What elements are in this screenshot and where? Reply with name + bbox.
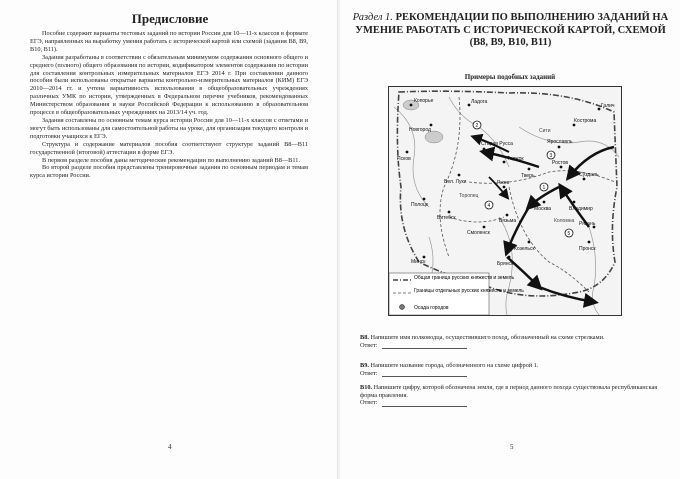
svg-text:Владимир: Владимир [569, 206, 593, 212]
map-svg [389, 87, 621, 315]
answer-line[interactable] [382, 342, 467, 349]
svg-text:Пронск: Пронск [579, 246, 596, 252]
svg-text:Козельск: Козельск [514, 246, 535, 252]
svg-text:Рязань: Рязань [579, 221, 596, 227]
question-text: Напишите имя полководца, осуществившего поход, обозначенный на схеме стрелками. [370, 334, 605, 341]
preface-body [30, 30, 308, 180]
svg-text:Псков: Псков [397, 156, 411, 162]
svg-text:Старая Русса: Старая Русса [481, 141, 513, 147]
svg-text:Копорье: Копорье [414, 98, 434, 104]
svg-text:Смоленск: Смоленск [467, 230, 490, 236]
svg-text:1: 1 [542, 185, 546, 191]
svg-text:Тверь: Тверь [521, 173, 535, 179]
svg-text:Галич: Галич [601, 103, 615, 109]
svg-text:5: 5 [567, 231, 571, 237]
answer-label: Ответ: [360, 399, 378, 407]
svg-text:2: 2 [475, 123, 479, 129]
svg-text:Коломна: Коломна [554, 218, 575, 224]
svg-text:Москва: Москва [534, 206, 552, 212]
svg-text:Кострома: Кострома [574, 118, 597, 124]
answer-label: Ответ: [360, 369, 378, 377]
section-lead: Раздел 1. [352, 12, 393, 23]
preface-paragraph: Структура и содержание материалов пособия соответствуют структуре заданий В8—В11 государственной (итоговой) аттестации в форме ЕГЭ. [30, 140, 308, 156]
question-label: В9. [360, 362, 369, 369]
principality-border [509, 187, 589, 292]
preface-paragraph: В первом разделе пособия даны методические рекомендации по выполнению заданий В8—В11. [42, 156, 301, 164]
question-b9 [360, 362, 660, 377]
svg-text:Осада городов: Осада городов [414, 305, 449, 311]
svg-text:Суздаль: Суздаль [579, 172, 599, 178]
svg-text:Вел. Луки: Вел. Луки [444, 179, 467, 185]
svg-text:Ростов: Ростов [552, 160, 569, 166]
svg-text:Новгород: Новгород [409, 127, 431, 133]
section-title-text: РЕКОМЕНДАЦИИ ПО ВЫПОЛНЕНИЮ ЗАДАНИЙ НА УМЕНИЕ РАБОТАТЬ С ИСТОРИЧЕСКОЙ КАРТОЙ, СХЕМОЙ (В8, В9, В10, В11) [355, 12, 669, 48]
svg-text:Полоцк: Полоцк [411, 202, 429, 208]
city-labels [397, 98, 615, 287]
historical-map [388, 86, 622, 316]
preface-paragraph: Пособие содержит варианты тестовых заданий по истории России для 10—11-х классов в формате ЕГЭ, направленных на выработку умения работать с исторической картой или схемой (задания В8, В9, В10, В11). [30, 30, 308, 53]
svg-text:Торопец: Торопец [459, 193, 479, 199]
svg-text:Общая граница русских княжеств: Общая граница русских княжеств и земель [414, 275, 515, 281]
question-b8 [360, 334, 660, 349]
svg-text:Брянск: Брянск [497, 261, 514, 267]
svg-text:Вязьма: Вязьма [499, 218, 517, 224]
question-label: В8. [360, 334, 369, 341]
principality-border [440, 97, 460, 257]
svg-text:Границы отдельных русских княж: Границы отдельных русских княжеств и земель [414, 288, 524, 294]
page-number-right: 5 [510, 443, 514, 451]
svg-text:Ржев: Ржев [497, 180, 510, 186]
principality-border [449, 217, 504, 222]
svg-text:3: 3 [549, 153, 553, 159]
preface-title: Предисловие [131, 11, 209, 26]
answer-line[interactable] [382, 370, 467, 377]
svg-text:Ладога: Ладога [471, 99, 488, 105]
preface-paragraph: Задания разработаны в соответствии с обязательным минимумом содержания основного общего и среднего (полного) общего образования по истории, кодификатором элементов содержания по истории для составления контрольных измерительных материалов ЕГЭ 2014 г. При составлении данного пособия были использованы открытые варианты контрольно-измерительных материалов (КИМ) ЕГЭ 2010—2014 гг. и учтена вариативность использования в общеобразовательных учреждениях различных УМК по истории, утвержденных в Федеральном перечне учебников, рекомендованных Министерством образования и науки Российской Федерации к использованию в образовательном процессе в общеобразовательных учреждениях на 2013/14 уч. год. [30, 53, 308, 117]
section-title [348, 12, 673, 50]
svg-text:Витебск: Витебск [437, 215, 456, 221]
question-b10 [360, 384, 660, 407]
question-text: Напишите цифру, которой обозначена земля, где в период данного похода существовала республиканская форма правления. [360, 384, 658, 399]
answer-line[interactable] [382, 400, 467, 407]
question-label: В10. [360, 384, 373, 391]
answer-label: Ответ: [360, 341, 378, 349]
question-text: Напишите название города, обозначенного на схеме цифрой 1. [370, 362, 539, 369]
svg-text:Минск: Минск [411, 259, 426, 265]
svg-text:Ярославль: Ярославль [547, 139, 573, 145]
svg-text:Сити: Сити [539, 128, 551, 134]
svg-text:4: 4 [487, 203, 491, 209]
left-page [0, 0, 338, 479]
preface-paragraph: Во второй разделе пособия представлены тренировочные задания по основным периодам и темам курса истории России. [30, 164, 308, 180]
svg-text:Торжок: Торжок [507, 156, 524, 162]
examples-heading: Примеры подобных заданий [464, 73, 556, 81]
map-legend [389, 273, 524, 315]
page-number-left: 4 [168, 443, 172, 451]
preface-paragraph: Задания составлены по основным темам курса истории России для 10—11-х классов с ответами и могут быть использованы для самостоятельной работы на уроке, для организации текущего контроля и подготовки учащихся к ЕГЭ. [30, 116, 308, 140]
